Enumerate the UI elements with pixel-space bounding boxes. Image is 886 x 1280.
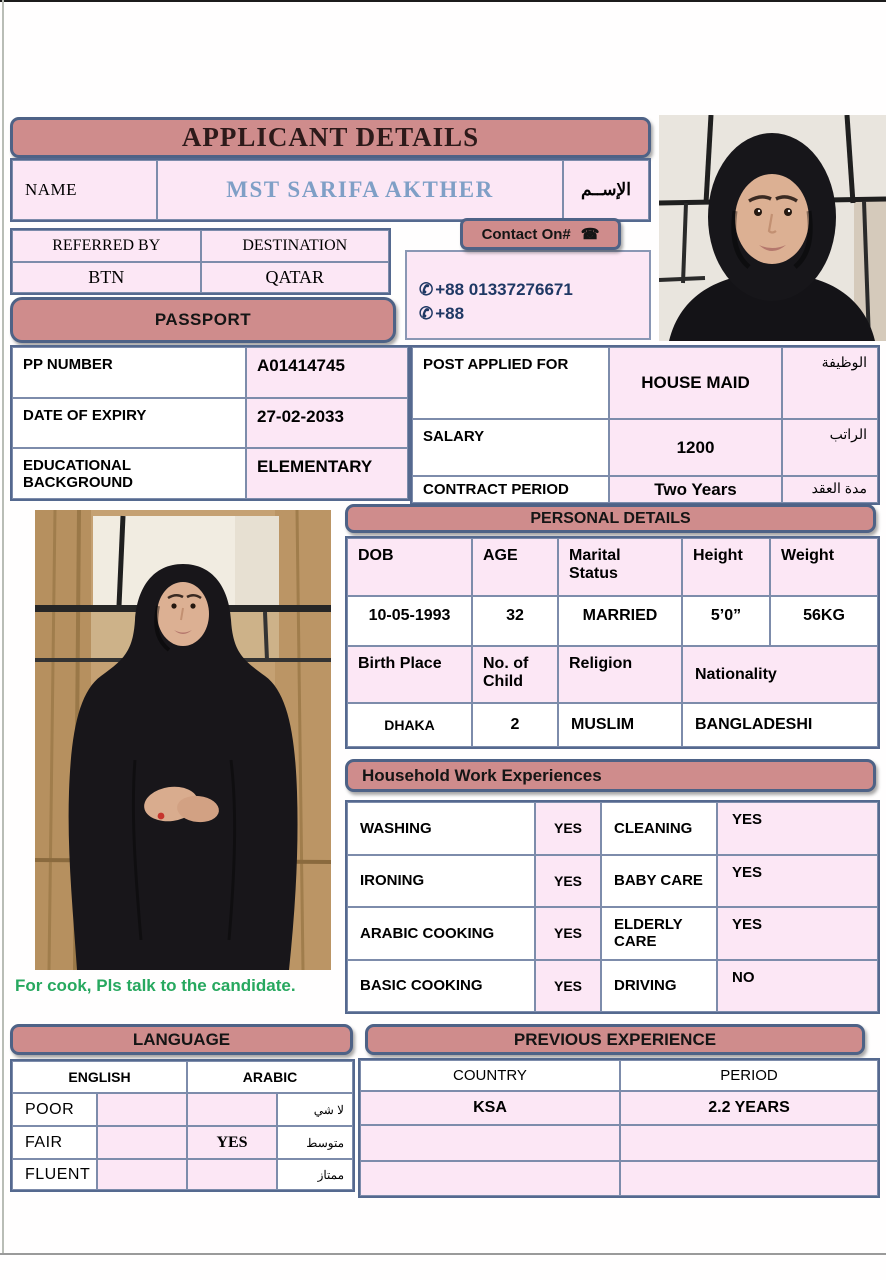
baby-care-value: YES bbox=[717, 855, 878, 908]
name-table bbox=[10, 158, 651, 222]
pp-number-value: A01414745 bbox=[246, 347, 408, 398]
applicant-portrait-photo bbox=[659, 115, 886, 341]
passport-title: PASSPORT bbox=[154, 310, 252, 329]
phone-number-1: ✆ +88 01337276671 bbox=[419, 278, 649, 302]
household-header bbox=[345, 759, 876, 792]
applicant-details-header bbox=[10, 117, 651, 158]
elderly-care-value: YES bbox=[717, 907, 878, 960]
referral-table bbox=[10, 228, 391, 295]
fluent-english-value bbox=[97, 1159, 187, 1190]
age-header: AGE bbox=[472, 538, 558, 596]
personal-details-header bbox=[345, 504, 876, 533]
birth-place-value: DHAKA bbox=[347, 703, 472, 747]
basic-cooking-value: YES bbox=[535, 960, 601, 1013]
poor-english-value bbox=[97, 1093, 187, 1126]
language-header bbox=[10, 1024, 353, 1055]
passport-header bbox=[10, 297, 396, 343]
height-value: 5’0” bbox=[682, 596, 770, 646]
poor-arabic-label: لا شي bbox=[277, 1093, 353, 1126]
english-column-header: ENGLISH bbox=[12, 1061, 187, 1093]
expiry-label: DATE OF EXPIRY bbox=[12, 398, 246, 449]
country-column-header: COUNTRY bbox=[360, 1060, 620, 1091]
fluent-arabic-value bbox=[187, 1159, 277, 1190]
dob-value: 10-05-1993 bbox=[347, 596, 472, 646]
name-label-arabic: الإســم bbox=[563, 160, 649, 220]
age-value: 32 bbox=[472, 596, 558, 646]
household-title: Household Work Experiences bbox=[362, 765, 602, 785]
contact-header bbox=[460, 218, 621, 250]
page-left-border bbox=[2, 0, 4, 1255]
washing-value: YES bbox=[535, 802, 601, 855]
fair-arabic-label: متوسط bbox=[277, 1126, 353, 1159]
basic-cooking-label: BASIC COOKING bbox=[347, 960, 535, 1013]
household-table bbox=[345, 800, 880, 1014]
no-of-child-header: No. of Child bbox=[472, 646, 558, 703]
name-label: NAME bbox=[12, 160, 157, 220]
religion-header: Religion bbox=[558, 646, 682, 703]
period-column-header: PERIOD bbox=[620, 1060, 878, 1091]
cleaning-label: CLEANING bbox=[601, 802, 717, 855]
height-header: Height bbox=[682, 538, 770, 596]
religion-value: MUSLIM bbox=[558, 703, 682, 747]
experience-period-1: 2.2 YEARS bbox=[620, 1091, 878, 1125]
contract-period-arabic: مدة العقد bbox=[782, 476, 878, 503]
telephone-icon: ☎ bbox=[580, 226, 600, 243]
contact-title: Contact On# bbox=[481, 225, 571, 243]
job-table bbox=[410, 345, 880, 505]
contract-period-value: Two Years bbox=[609, 476, 782, 503]
weight-value: 56KG bbox=[770, 596, 878, 646]
nationality-value: BANGLADESHI bbox=[682, 703, 878, 747]
dob-header: DOB bbox=[347, 538, 472, 596]
page-bottom-border bbox=[0, 1253, 886, 1255]
page-top-border bbox=[0, 0, 886, 2]
weight-header: Weight bbox=[770, 538, 878, 596]
fluent-label: FLUENT bbox=[12, 1159, 97, 1190]
no-of-child-value: 2 bbox=[472, 703, 558, 747]
cook-note: For cook, Pls talk to the candidate. bbox=[15, 976, 296, 995]
applicant-full-body-photo bbox=[35, 510, 331, 970]
personal-details-title: PERSONAL DETAILS bbox=[530, 509, 691, 527]
arabic-cooking-value: YES bbox=[535, 907, 601, 960]
language-table bbox=[10, 1059, 355, 1192]
ironing-label: IRONING bbox=[347, 855, 535, 908]
experience-period-3 bbox=[620, 1161, 878, 1196]
experience-country-2 bbox=[360, 1125, 620, 1161]
marital-status-value: MARRIED bbox=[558, 596, 682, 646]
experience-country-3 bbox=[360, 1161, 620, 1196]
applicant-details-title: APPLICANT DETAILS bbox=[181, 122, 480, 152]
contact-box bbox=[405, 250, 651, 340]
driving-label: DRIVING bbox=[601, 960, 717, 1013]
pp-number-label: PP NUMBER bbox=[12, 347, 246, 398]
fair-english-value bbox=[97, 1126, 187, 1159]
nationality-header: Nationality bbox=[682, 646, 878, 703]
fair-arabic-value: YES bbox=[187, 1126, 277, 1159]
experience-country-1: KSA bbox=[360, 1091, 620, 1125]
fair-label: FAIR bbox=[12, 1126, 97, 1159]
birth-place-header: Birth Place bbox=[347, 646, 472, 703]
salary-label: SALARY bbox=[412, 419, 609, 476]
poor-label: POOR bbox=[12, 1093, 97, 1126]
baby-care-label: BABY CARE bbox=[601, 855, 717, 908]
salary-arabic: الراتب bbox=[782, 419, 878, 476]
phone-line-icon: ✆ bbox=[419, 304, 434, 323]
poor-arabic-value bbox=[187, 1093, 277, 1126]
fluent-arabic-label: ممتاز bbox=[277, 1159, 353, 1190]
personal-details-table bbox=[345, 536, 880, 749]
previous-experience-table bbox=[358, 1058, 880, 1198]
experience-period-2 bbox=[620, 1125, 878, 1161]
arabic-column-header: ARABIC bbox=[187, 1061, 353, 1093]
post-applied-arabic: الوظيفة bbox=[782, 347, 878, 419]
phone-number-2: ✆ +88 bbox=[419, 302, 649, 326]
post-applied-label: POST APPLIED FOR bbox=[412, 347, 609, 419]
washing-label: WASHING bbox=[347, 802, 535, 855]
passport-table bbox=[10, 345, 410, 501]
destination-header: DESTINATION bbox=[201, 230, 390, 262]
language-title: LANGUAGE bbox=[132, 1029, 231, 1049]
post-applied-value: HOUSE MAID bbox=[609, 347, 782, 419]
salary-value: 1200 bbox=[609, 419, 782, 476]
marital-status-header: Marital Status bbox=[558, 538, 682, 596]
destination-value: QATAR bbox=[201, 262, 390, 293]
contract-period-label: CONTRACT PERIOD bbox=[412, 476, 609, 503]
referred-by-header: REFERRED BY bbox=[12, 230, 201, 262]
previous-experience-header bbox=[365, 1024, 865, 1055]
referred-by-value: BTN bbox=[12, 262, 201, 293]
education-value: ELEMENTARY bbox=[246, 448, 408, 499]
elderly-care-label: ELDERLY CARE bbox=[601, 907, 717, 960]
phone-line-icon: ✆ bbox=[419, 280, 434, 299]
cleaning-value: YES bbox=[717, 802, 878, 855]
name-value: MST SARIFA AKTHER bbox=[157, 160, 563, 220]
education-label: EDUCATIONAL BACKGROUND bbox=[12, 448, 246, 499]
previous-experience-title: PREVIOUS EXPERIENCE bbox=[513, 1029, 717, 1049]
arabic-cooking-label: ARABIC COOKING bbox=[347, 907, 535, 960]
expiry-value: 27-02-2033 bbox=[246, 398, 408, 449]
driving-value: NO bbox=[717, 960, 878, 1013]
ironing-value: YES bbox=[535, 855, 601, 908]
